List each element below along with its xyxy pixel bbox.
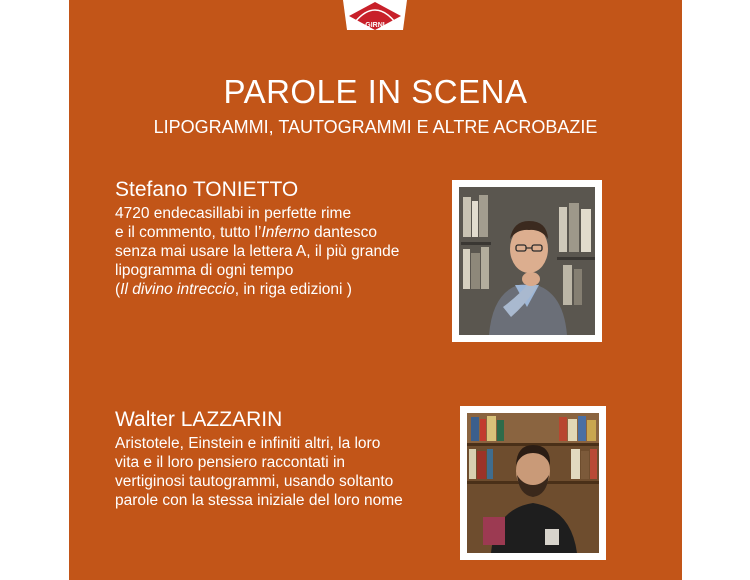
- portrait-bearded-man-photo-icon: [467, 413, 599, 553]
- author-photo-lazzarin: [460, 406, 606, 560]
- red-diamond-logo-icon: [341, 0, 409, 30]
- desc-line: vita e il loro pensiero raccontati in: [115, 454, 346, 471]
- poster: [69, 0, 682, 580]
- desc-line: lipogramma di ogni tempo: [115, 262, 294, 279]
- desc-line: 4720 endecasillabi in perfette rime: [115, 205, 352, 222]
- desc-line: Aristotele, Einstein e infiniti altri, la loro: [115, 435, 381, 452]
- logo-text: GIRNI: [365, 22, 385, 29]
- author-photo-tonietto: [452, 180, 602, 342]
- portrait-man-glasses-photo-icon: [459, 187, 595, 335]
- desc-line: parole con la stessa iniziale del loro nome: [115, 492, 403, 509]
- author-name-tonietto: Stefano TONIETTO: [115, 178, 299, 201]
- desc-line: (Il divino intreccio, in riga edizioni ): [115, 281, 352, 298]
- page-subtitle: LIPOGRAMMI, TAUTOGRAMMI E ALTRE ACROBAZIE: [153, 117, 598, 137]
- page-title: PAROLE IN SCENA: [223, 73, 528, 110]
- author-name-lazzarin: Walter LAZZARIN: [115, 408, 283, 431]
- desc-line: vertiginosi tautogrammi, usando soltanto: [115, 473, 394, 490]
- author-description-lazzarin: [115, 434, 403, 510]
- author-description-tonietto: [115, 204, 399, 299]
- italic-title-book: Il divino intreccio: [120, 281, 235, 298]
- italic-title-inferno: Inferno: [261, 224, 310, 241]
- desc-line: e il commento, tutto l’Inferno dantesco: [115, 224, 377, 241]
- desc-line: senza mai usare la lettera A, il più grande: [115, 243, 400, 260]
